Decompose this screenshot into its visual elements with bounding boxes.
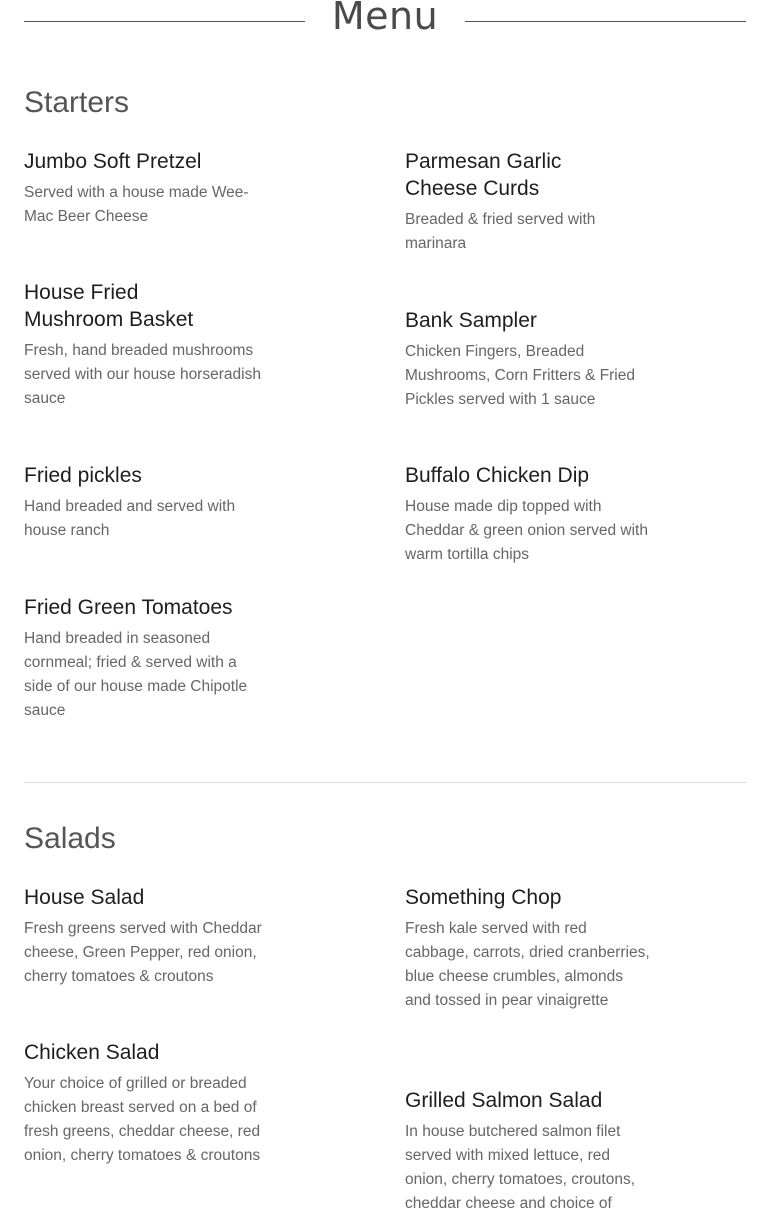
menu-item-name: Parmesan Garlic Cheese Curds: [405, 150, 562, 200]
menu-item-name: House Fried Mushroom Basket: [24, 281, 194, 331]
menu-item-name: Chicken Salad: [24, 1041, 160, 1064]
section-title-salads: Salads: [24, 822, 116, 855]
menu-item-description: House made dip topped with Cheddar & green onion served with warm tortilla chips: [405, 498, 648, 563]
menu-item-description: Hand breaded and served with house ranch: [24, 498, 236, 539]
menu-item-description: Fresh greens served with Cheddar cheese, Green Pepper, red onion, cherry tomatoes & croutons: [24, 920, 262, 985]
menu-item-description: Chicken Fingers, Breaded Mushrooms, Corn Fritters & Fried Pickles served with 1 sauce: [405, 343, 635, 408]
menu-item-name: Bank Sampler: [405, 309, 537, 332]
section-title-starters: Starters: [24, 86, 130, 119]
menu-item: [24, 148, 269, 229]
menu-item: [405, 1087, 650, 1216]
menu-item-description: Served with a house made Wee-Mac Beer Cheese: [24, 184, 249, 225]
menu-item-name: House Salad: [24, 886, 145, 909]
menu-item: [405, 148, 650, 256]
menu-item-name: Buffalo Chicken Dip: [405, 464, 590, 487]
menu-item-description: Your choice of grilled or breaded chicken breast served on a bed of fresh greens, cheddar cheese, red onion, cherry tomatoes & croutons: [24, 1075, 261, 1164]
menu-item: [405, 462, 650, 567]
menu-item: [24, 594, 269, 723]
header-rule-right: [465, 21, 746, 22]
menu-item-description: Hand breaded in seasoned cornmeal; fried & served with a side of our house made Chipotle sauce: [24, 630, 248, 719]
menu-item-description: Fresh kale served with red cabbage, carrots, dried cranberries, blue cheese crumbles, almonds and tossed in pear vinaigrette: [405, 920, 650, 1009]
menu-item-description: In house butchered salmon filet served with mixed lettuce, red onion, cherry tomatoes, croutons, cheddar cheese and choice of: [405, 1123, 636, 1212]
menu-item: [24, 279, 269, 411]
menu-item-name: Jumbo Soft Pretzel: [24, 150, 202, 173]
menu-item-description: Fresh, hand breaded mushrooms served with our house horseradish sauce: [24, 342, 261, 407]
menu-header: [24, 0, 746, 44]
menu-item: [24, 462, 269, 543]
menu-item-name: Fried pickles: [24, 464, 142, 487]
menu-item: [24, 884, 269, 989]
menu-item-name: Something Chop: [405, 886, 562, 909]
menu-item-name: Fried Green Tomatoes: [24, 596, 233, 619]
menu-item: [405, 307, 650, 412]
menu-item-description: Breaded & fried served with marinara: [405, 211, 596, 252]
page-title: Menu: [331, 0, 439, 38]
menu-item: [24, 1039, 269, 1168]
menu-item: [405, 884, 650, 1013]
section-divider: [24, 782, 746, 783]
menu-item-name: Grilled Salmon Salad: [405, 1089, 603, 1112]
